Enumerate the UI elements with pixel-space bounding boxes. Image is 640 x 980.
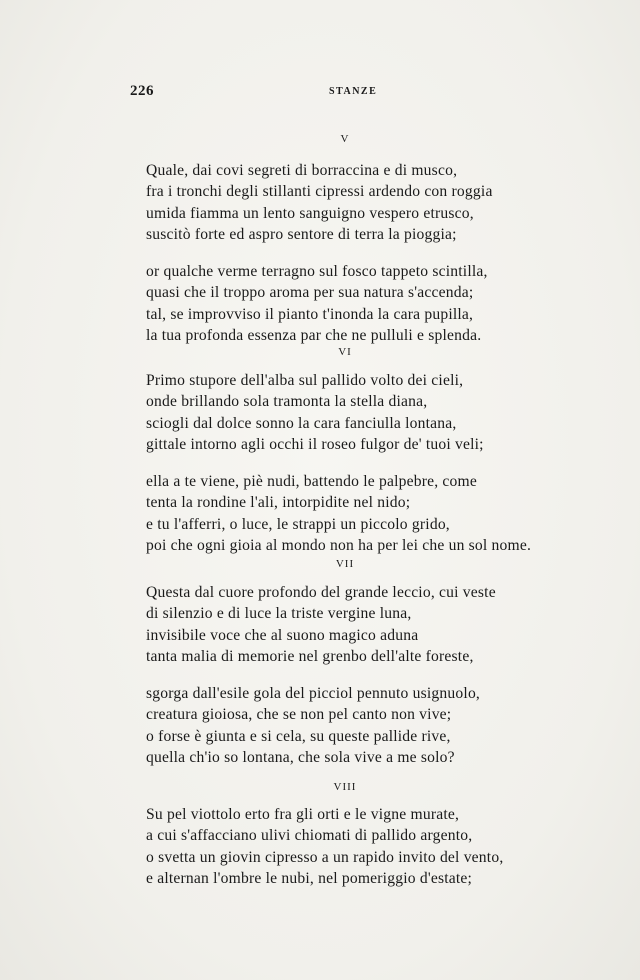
- verse-line: umida fiamma un lento sanguigno vespero etrusco,: [146, 204, 474, 222]
- verse-line: o forse è giunta e si cela, su queste pallide rive,: [146, 727, 451, 745]
- running-head: STANZE: [329, 86, 378, 97]
- poem-section-vi: [146, 370, 566, 556]
- page-number: 226: [130, 83, 154, 99]
- verse-line: Primo stupore dell'alba sul pallido volto dei cieli,: [146, 372, 464, 389]
- verse-line: sgorga dall'esile gola del picciol pennuto usignuolo,: [146, 685, 481, 703]
- verse-line: gittale intorno agli occhi il roseo fulgor de' tuoi veli;: [146, 435, 484, 453]
- verse-line: fra i tronchi degli stillanti cipressi ardendo con roggia: [146, 183, 493, 201]
- section-number-viii: VIII: [333, 781, 357, 793]
- verse-line: o svetta un giovin cipresso a un rapido invito del vento,: [146, 848, 504, 866]
- verse-line: invisibile voce che al suono magico aduna: [146, 626, 419, 644]
- verse-line: Quale, dai covi segreti di borraccina e di musco,: [146, 162, 458, 179]
- verse-line: tal, se improvviso il pianto t'inonda la cara pupilla,: [146, 305, 474, 323]
- verse-line: sciogli dal dolce sonno la cara fanciulla lontana,: [146, 414, 457, 432]
- verse-line: e tu l'afferri, o luce, le strappi un piccolo grido,: [146, 515, 450, 533]
- verse-line: ella a te viene, piè nudi, battendo le palpebre, come: [146, 473, 478, 491]
- verse-line: poi che ogni gioia al mondo non ha per lei che un sol nome.: [146, 537, 532, 555]
- verse-line: or qualche verme terragno sul fosco tappeto scintilla,: [146, 263, 488, 281]
- verse-line: Su pel viottolo erto fra gli orti e le vigne murate,: [146, 806, 460, 823]
- verse-line: tenta la rondine l'ali, intorpidite nel nido;: [146, 494, 411, 512]
- verse-line: quella ch'io so lontana, che sola vive a me solo?: [146, 749, 455, 767]
- section-number-v: V: [340, 133, 350, 145]
- verse-line: e alternan l'ombre le nubi, nel pomeriggio d'estate;: [146, 869, 473, 887]
- verse-line: onde brillando sola tramonta la stella diana,: [146, 393, 428, 411]
- verse-line: di silenzio e di luce la triste vergine luna,: [146, 605, 412, 623]
- poem-section-viii: [146, 804, 566, 889]
- verse-line: tanta malia di memorie nel grenbo dell'alte foreste,: [146, 647, 474, 665]
- verse-line: la tua profonda essenza par che ne pulluli e splenda.: [146, 327, 482, 345]
- poem-section-v: [146, 160, 566, 346]
- section-number-vii: VII: [335, 558, 355, 570]
- verse-line: quasi che il troppo aroma per sua natura s'accenda;: [146, 284, 474, 302]
- section-number-vi: VI: [338, 346, 352, 358]
- verse-line: a cui s'affacciano ulivi chiomati di pallido argento,: [146, 827, 473, 845]
- verse-line: suscitò forte ed aspro sentore di terra la pioggia;: [146, 225, 457, 243]
- verse-line: creatura gioiosa, che se non pel canto non vive;: [146, 706, 452, 724]
- verse-line: Questa dal cuore profondo del grande leccio, cui veste: [146, 584, 496, 601]
- poem-section-vii: [146, 582, 566, 768]
